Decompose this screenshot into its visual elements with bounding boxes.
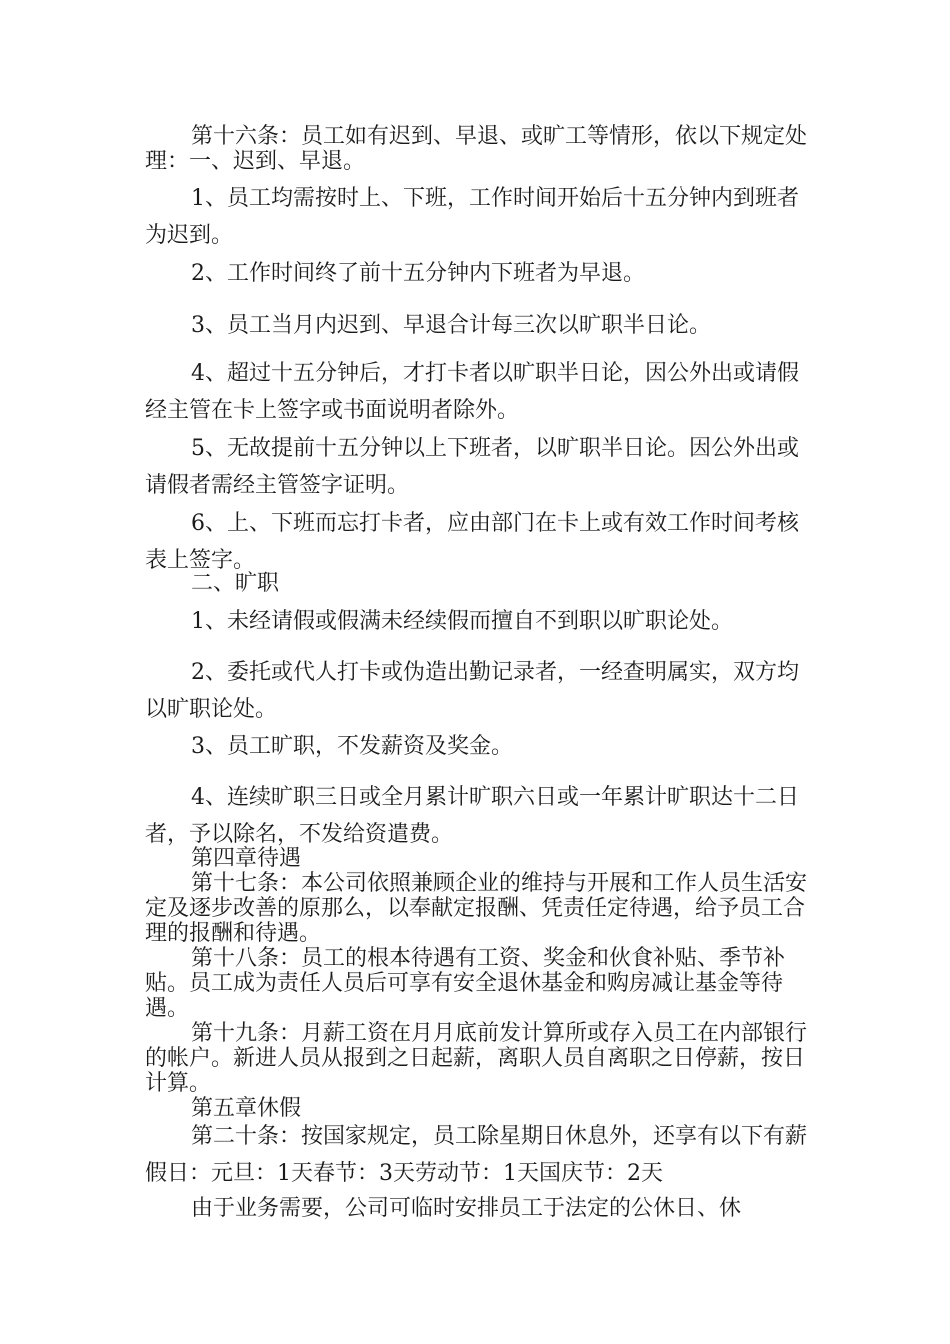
- lateness-rule-6: 6、上、下班而忘打卡者，应由部门在卡上或有效工作时间考核表上签字。: [145, 511, 799, 573]
- absence-rule-3: 3、员工旷职，不发薪资及奖金。: [191, 734, 513, 759]
- article-17-paragraph: 第十七条：本公司依照兼顾企业的维持与开展和工作人员生活安定及逐步改善的原那么，以奉献定报酬、凭责任定待遇，给予员工合理的报酬和待遇。: [145, 871, 808, 946]
- article-19-paragraph: 第十九条：月薪工资在月月底前发计算所或存入员工在内部银行的帐户。新进人员从报到之日起薪，离职人员自离职之日停薪，按日计算。: [145, 1021, 808, 1096]
- absence-rule-2: 2、委托或代人打卡或伪造出勤记录者，一经查明属实，双方均以旷职论处。: [145, 660, 799, 722]
- absence-heading: 二、旷职: [191, 571, 280, 596]
- lateness-rule-5: 5、无故提前十五分钟以上下班者，以旷职半日论。因公外出或请假者需经主管签字证明。: [145, 436, 799, 498]
- article-16-paragraph: 第十六条：员工如有迟到、早退、或旷工等情形，依以下规定处理：一、迟到、早退。: [145, 124, 808, 174]
- absence-rule-1: 1、未经请假或假满未经续假而擅自不到职以旷职论处。: [191, 609, 733, 634]
- absence-rule-4: 4、连续旷职三日或全月累计旷职六日或一年累计旷职达十二日者，予以除名，不发给资遣费。: [145, 785, 799, 847]
- lateness-rule-1: 1、员工均需按时上、下班，工作时间开始后十五分钟内到班者为迟到。: [145, 186, 799, 248]
- article-18-paragraph: 第十八条：员工的根本待遇有工资、奖金和伙食补贴、季节补贴。员工成为责任人员后可享有安全退休基金和购房减让基金等待遇。: [145, 946, 786, 1021]
- chapter-5-heading: 第五章休假: [191, 1096, 302, 1121]
- lateness-rule-2: 2、工作时间终了前十五分钟内下班者为早退。: [191, 261, 645, 286]
- lateness-rule-4: 4、超过十五分钟后，才打卡者以旷职半日论，因公外出或请假经主管在卡上签字或书面说明者除外。: [145, 361, 799, 423]
- holiday-work-paragraph: 由于业务需要，公司可临时安排员工于法定的公休日、休: [191, 1196, 742, 1221]
- lateness-rule-3: 3、员工当月内迟到、早退合计每三次以旷职半日论。: [191, 313, 711, 338]
- article-20-paragraph: 第二十条：按国家规定，员工除星期日休息外，还享有以下有薪假日：元旦：1天春节：3天劳动节：1天国庆节：2天: [145, 1124, 808, 1186]
- chapter-4-heading: 第四章待遇: [191, 846, 302, 871]
